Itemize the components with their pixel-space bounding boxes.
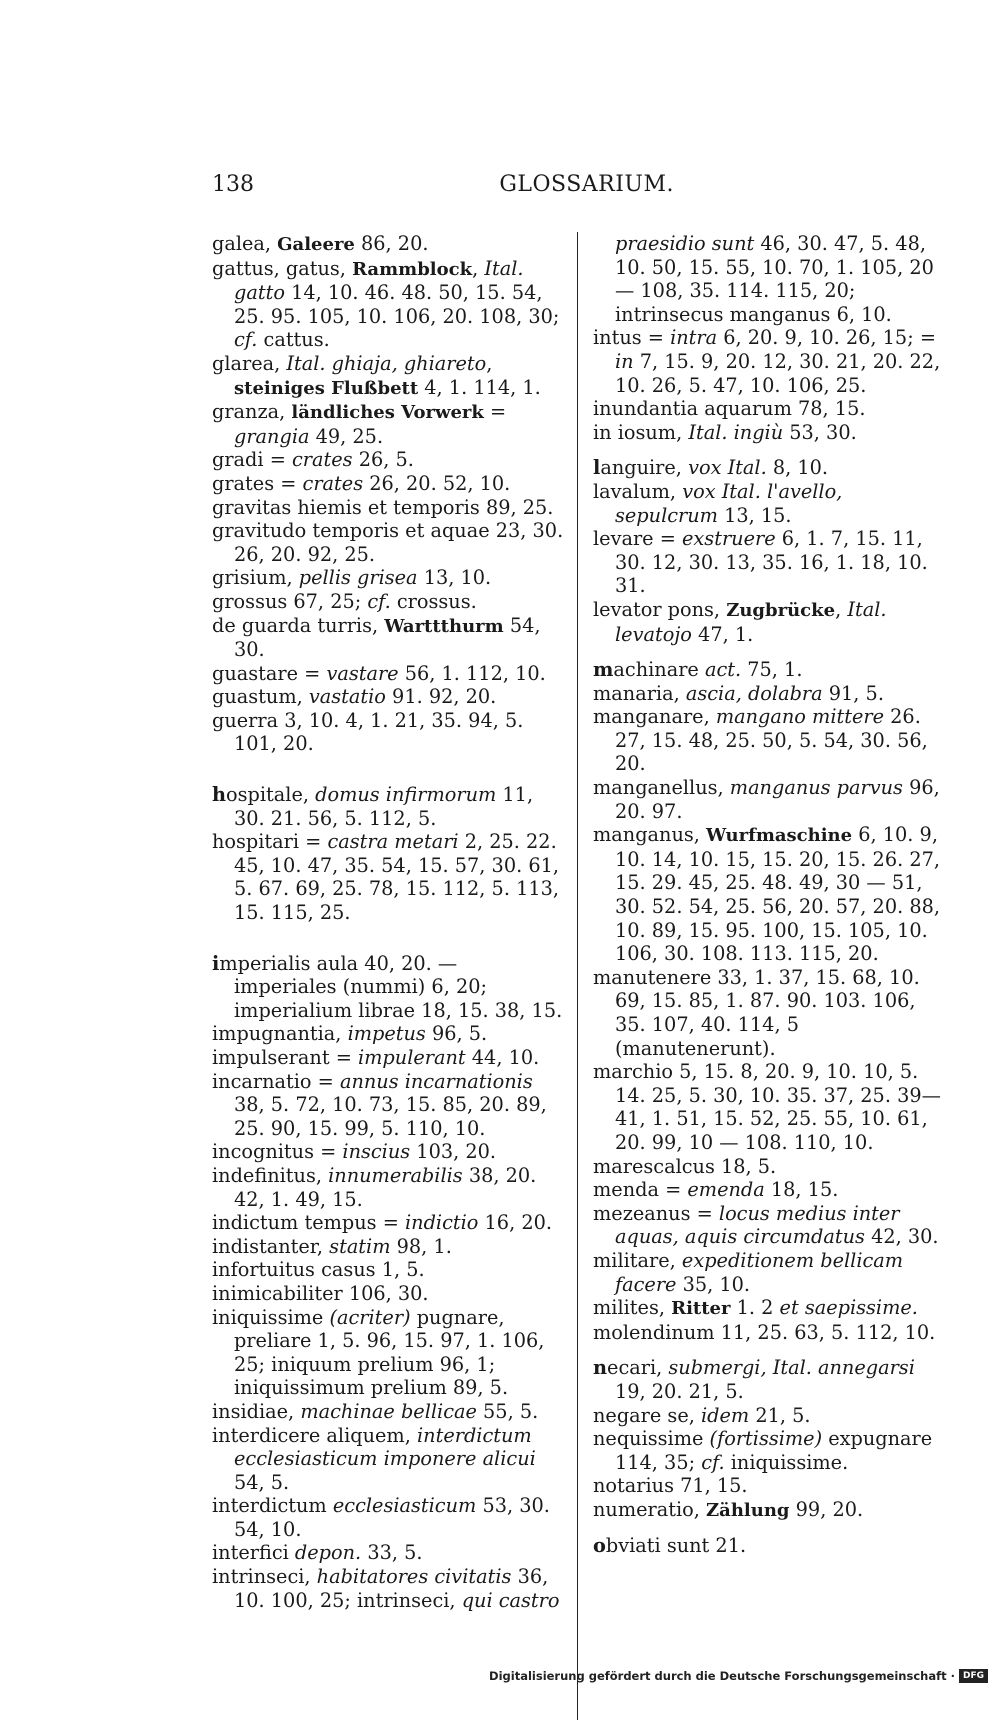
glossary-entry: languire, vox Ital. 8, 10. <box>593 456 829 480</box>
glossary-entry: gravitudo temporis et aquae 23, 30. 26, 20. 92, 25. <box>212 519 564 566</box>
glossary-entry: militare, expeditionem bellicam facere 35, 10. <box>593 1248 904 1296</box>
glossary-entry: intus = intra 6, 20. 9, 10. 26, 15; = in 7, 15. 9, 20. 12, 30. 21, 20. 22, 10. 26, 5. 47, 10. 106, 25. <box>593 326 941 397</box>
glossary-entry: manganus, Wurfmaschine 6, 10. 9, 10. 14, 10. 15, 15. 20, 15. 26. 27, 15. 29. 45, 25. 48. 49, 30 — 51, 30. 52. 54, 25. 56, 20. 57, 20. 88, 10. 89, 15. 95. 100, 15. 105, 10. 106, 30. 108. 113. 115, 20. <box>593 823 941 966</box>
column-divider <box>577 232 578 1720</box>
glossary-entry: incarnatio = annus incarnationis 38, 5. 72, 10. 73, 15. 85, 20. 89, 25. 90, 15. 99, 5. 110, 10. <box>212 1069 547 1140</box>
glossary-entry: granza, ländliches Vorwerk = grangia 49, 25. <box>212 400 507 448</box>
glossary-entry: indefinitus, innumerabilis 38, 20. 42, 1. 49, 15. <box>212 1163 537 1211</box>
credit-text: Digitalisierung gefördert durch die Deutsche Forschungsgemeinschaft · <box>489 1669 955 1683</box>
glossary-entry: interdictum ecclesiasticum 53, 30. 54, 10. <box>212 1494 550 1541</box>
glossary-entry: lavalum, vox Ital. l'avello, sepulcrum 13, 15. <box>593 479 843 527</box>
glossary-entry: guastum, vastatio 91. 92, 20. <box>212 685 497 709</box>
glossary-entry: hospitari = castra metari 2, 25. 22. 45, 10. 47, 35. 54, 15. 57, 30. 61, 5. 67. 69, 25. 78, 15. 112, 5. 113, 15. 115, 25. <box>212 830 560 925</box>
glossary-entry: menda = emenda 18, 15. <box>593 1178 839 1202</box>
glossary-entry: gattus, gatus, Rammblock, Ital. gatto 14, 10. 46. 48. 50, 15. 54, 25. 95. 105, 10. 106, 20. 108, 30; cf. cattus. <box>212 256 560 352</box>
glossary-entry: gradi = crates 26, 5. <box>212 448 414 472</box>
glossary-entry: imperialis aula 40, 20. — imperiales (nummi) 6, 20; imperialium librae 18, 15. 38, 15. <box>212 951 563 1022</box>
glossary-entry: necari, submergi, Ital. annegarsi 19, 20. 21, 5. <box>593 1356 915 1403</box>
running-title: GLOSSARIUM. <box>499 172 674 197</box>
glossary-entry: galea, Galeere 86, 20. <box>212 232 429 255</box>
glossary-entry: numeratio, Zählung 99, 20. <box>593 1497 864 1521</box>
glossary-entry: milites, Ritter 1. 2 et saepissime. <box>593 1296 918 1320</box>
glossary-entry: impulserant = impulerant 44, 10. <box>212 1046 540 1069</box>
glossary-entry: manaria, ascia, dolabra 91, 5. <box>593 681 884 705</box>
glossary-entry: iniquissime (acriter) pugnare, preliare 1, 5. 96, 15. 97, 1. 106, 25; iniquum prelium 96, 1; iniquissimum prelium 89, 5. <box>212 1305 545 1400</box>
glossary-entry: glarea, Ital. ghiaja, ghiareto, steiniges Flußbett 4, 1. 114, 1. <box>212 351 541 399</box>
glossary-entry: grossus 67, 25; cf. crossus. <box>212 589 477 613</box>
page-number: 138 <box>212 172 254 197</box>
glossary-entry: gravitas hiemis et temporis 89, 25. <box>212 495 554 519</box>
glossary-entry: molendinum 11, 25. 63, 5. 112, 10. <box>593 1320 936 1344</box>
glossary-entry: manganellus, manganus parvus 96, 20. 97. <box>593 776 940 823</box>
glossary-entry: praesidio sunt 46, 30. 47, 5. 48, 10. 50, 15. 55, 10. 70, 1. 105, 20 — 108, 35. 114. 115, 20; intrinsecus manganus 6, 10. <box>615 232 934 326</box>
glossary-entry: indistanter, statim 98, 1. <box>212 1234 452 1258</box>
dfg-logo: DFG <box>959 1669 988 1683</box>
glossary-entry: hospitale, domus infirmorum 11, 30. 21. 56, 5. 112, 5. <box>212 783 534 830</box>
glossary-entry: intrinseci, habitatores civitatis 36, 10. 100, 25; intrinseci, qui castro <box>212 1565 560 1612</box>
right-column <box>593 232 945 1558</box>
glossary-entry: grates = crates 26, 20. 52, 10. <box>212 471 511 495</box>
glossary-entry: marescalcus 18, 5. <box>593 1154 777 1178</box>
glossary-entry: mezeanus = locus medius inter aquas, aquis circumdatus 42, 30. <box>593 1201 939 1249</box>
glossary-entry: negare se, idem 21, 5. <box>593 1403 811 1427</box>
glossary-entry: manganare, mangano mittere 26. 27, 15. 48, 25. 50, 5. 54, 30. 56, 20. <box>593 705 928 776</box>
page-header <box>212 172 674 202</box>
glossary-entry: impugnantia, impetus 96, 5. <box>212 1022 488 1046</box>
glossary-entry: manutenere 33, 1. 37, 15. 68, 10. 69, 15. 85, 1. 87. 90. 103. 106, 35. 107, 40. 114, 5 (manutenerunt). <box>593 965 920 1060</box>
glossary-entry: nequissime (fortissime) expugnare 114, 35; cf. iniquissime. <box>593 1427 933 1474</box>
left-column <box>212 232 564 1612</box>
glossary-entry: inundantia aquarum 78, 15. <box>593 397 866 421</box>
glossary-entry: indictum tempus = indictio 16, 20. <box>212 1211 552 1235</box>
glossary-entry: insidiae, machinae bellicae 55, 5. <box>212 1399 539 1423</box>
glossary-entry: infortuitus casus 1, 5. <box>212 1258 425 1282</box>
glossary-entry: interdicere aliquem, interdictum ecclesiasticum imponere alicui 54, 5. <box>212 1423 536 1494</box>
glossary-entry: guerra 3, 10. 4, 1. 21, 35. 94, 5. 101, 20. <box>212 708 524 756</box>
glossary-entry: levare = exstruere 6, 1. 7, 15. 11, 30. 12, 30. 13, 35. 16, 1. 18, 10. 31. <box>593 527 928 598</box>
glossary-entry: grisium, pellis grisea 13, 10. <box>212 566 492 590</box>
glossary-entry: incognitus = inscius 103, 20. <box>212 1140 497 1164</box>
glossary-entry: de guarda turris, Warttthurm 54, 30. <box>212 613 541 662</box>
glossary-entry: obviati sunt 21. <box>593 1534 747 1558</box>
glossary-entry: in iosum, Ital. ingiù 53, 30. <box>593 420 857 444</box>
digitization-credit <box>489 1669 988 1683</box>
glossary-entry: inimicabiliter 106, 30. <box>212 1281 429 1305</box>
glossary-entry: levator pons, Zugbrücke, Ital. levatojo 47, 1. <box>593 597 887 646</box>
glossary-entry: guastare = vastare 56, 1. 112, 10. <box>212 661 546 685</box>
glossary-entry: interfici depon. 33, 5. <box>212 1541 423 1565</box>
glossary-entry: machinare act. 75, 1. <box>593 658 803 682</box>
glossary-entry: marchio 5, 15. 8, 20. 9, 10. 10, 5. 14. 25, 5. 30, 10. 35. 37, 25. 39—41, 1. 51, 15. 52, 25. 55, 10. 61, 20. 99, 10 — 108. 110, 10. <box>593 1060 941 1154</box>
glossary-entry: notarius 71, 15. <box>593 1474 748 1498</box>
